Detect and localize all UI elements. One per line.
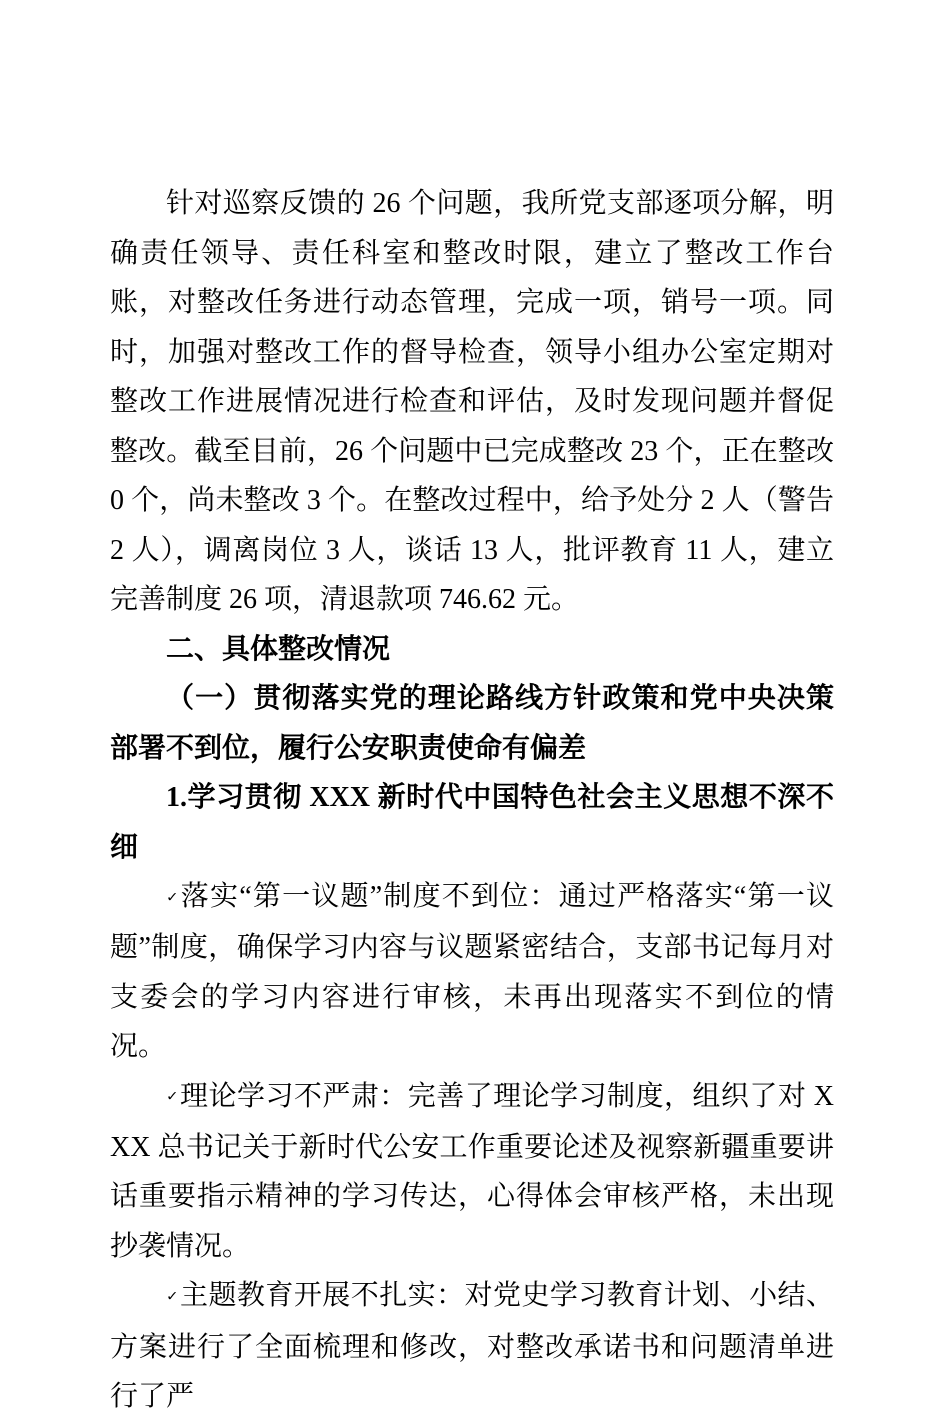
document-page	[110, 179, 834, 1422]
checkmark-icon: ✓	[166, 890, 179, 905]
checkmark-icon: ✓	[166, 1289, 179, 1305]
check-item-1-text: 落实“第一议题”制度不到位：通过严格落实“第一议题”制度，确保学习内容与议题紧密结合，支部书记每月对支委会的学习内容进行审核，未再出现落实不到位的情况。	[110, 881, 834, 1063]
checkmark-icon: ✓	[166, 1090, 179, 1105]
heading-item-1: 1.学习贯彻 XXX 新时代中国特色社会主义思想不深不细	[110, 782, 834, 863]
paragraph-check-item-3	[110, 1271, 834, 1421]
paragraph-overview: 针对巡察反馈的 26 个问题，我所党支部逐项分解，明确责任领导、责任科室和整改时限，建立了整改工作台账，对整改任务进行动态管理，完成一项，销号一项。同时，加强对整改工作的督导检查，领导小组办公室定期对整改工作进展情况进行检查和评估，及时发现问题并督促整改。截至目前，26 个问题中已完成整改 23 个，正在整改 0 个，尚未整改 3 个。在整改过程中，给予处分 2 人（警告 2 人），调离岗位 3 人，谈话 13 人，批评教育 11 人，建立完善制度 26 项，清退款项 746.62 元。	[110, 188, 834, 615]
heading-section-two: 二、具体整改情况	[166, 633, 391, 665]
check-item-2-text: 理论学习不严肃：完善了理论学习制度，组织了对 XXX 总书记关于新时代公安工作重要论述及视察新疆重要讲话重要指示精神的学习传达，心得体会审核严格，未出现抄袭情况。	[110, 1080, 834, 1262]
paragraph-check-item-2	[110, 1072, 834, 1272]
check-item-3-text: 主题教育开展不扎实：对党史学习教育计划、小结、方案进行了全面梳理和修改，对整改承诺书和问题清单进行了严	[110, 1280, 834, 1413]
heading-subsection-one: （一）贯彻落实党的理论路线方针政策和党中央决策部署不到位，履行公安职责使命有偏差	[110, 683, 834, 764]
paragraph-check-item-1	[110, 872, 834, 1072]
